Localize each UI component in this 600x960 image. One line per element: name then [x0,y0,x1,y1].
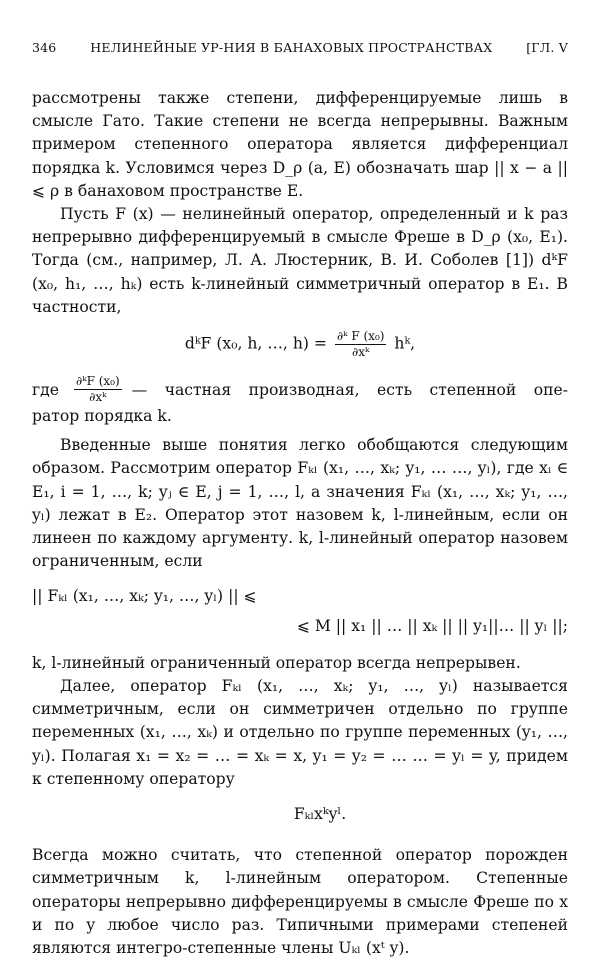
fraction-numerator: ∂ᵏ F (x₀) [336,329,385,344]
formula-fraction [335,329,386,360]
where-fraction [74,374,122,405]
formula-power-operator: Fₖₗxᵏyˡ. [293,805,347,824]
inequality-line-1: || Fₖₗ (x₁, …, xₖ; y₁, …, yₗ) || ⩽ [32,587,257,606]
where-word: где [32,380,59,399]
chapter-label: [ГЛ. V [526,40,568,55]
formula-right: hᵏ, [394,334,416,353]
fraction-denominator: ∂xᵏ [352,345,370,360]
where-denominator: ∂xᵏ [89,390,107,405]
paragraph-4: k, l-линейный ограниченный оператор всегда непрерывен. [32,653,521,672]
where-continuation: ратор порядка k. [32,407,172,426]
paragraph-3: Введенные выше понятия легко обобщаются следующим образом. Рассмотрим оператор Fₖₗ (x₁, …, xₖ; y₁, … …, yₗ), где xᵢ ∈ E₁, i = 1, …, k; yⱼ ∈ E, j = 1, …, l, а значения Fₖₗ (x₁, …, xₖ; y₁, …, yₗ) лежат в E₂. Оператор этот назовем k, l-линейным, если он линеен по каждому аргументу. k, l-линейный оператор назовем ограниченным, если [32,436,568,571]
running-title: НЕЛИНЕЙНЫЕ УР-НИЯ В БАНАХОВЫХ ПРОСТРАНСТВАХ [90,40,493,55]
where-line [32,374,568,405]
where-numerator: ∂ᵏF (x₀) [76,374,120,389]
paragraph-1: рассмотрены также степени, дифференцируемые лишь в смысле Гато. Такие степени не всегда непрерывны. Важным примером степенного оператора является дифференциал порядка k. Условимся через D_ρ (a, E) обозначать шар || x − a || ⩽ ρ в банаховом пространстве E. [32,89,568,200]
formula-left: dᵏF (x₀, h, …, h) = [184,334,327,353]
where-text: — частная производная, есть степенной опе- [131,380,568,399]
page [32,40,568,960]
formula-differential [32,329,568,360]
paragraph-6: Всегда можно считать, что степенной оператор порожден симметричным k, l-линейным оператором. Степенные операторы непрерывно дифференцируемы в смысле Фреше по x и по y любое число раз. Типичными примерами степеней являются интегро-степенные члены Uₖₗ (xᵗ y). [32,846,568,958]
running-header [32,40,568,55]
paragraph-2: Пусть F (x) — нелинейный оператор, определенный и k раз непрерывно дифференцируемый в смысле Фреше в D_ρ (x₀, E₁). Тогда (см., например, Л. А. Люстерник, В. И. Соболев [1]) dᵏF (x₀, h₁, …, hₖ) есть k-линейный симметричный оператор в E₁. В частности, [32,205,568,316]
inequality-line-2: ⩽ M || x₁ || … || xₖ || || y₁||… || yₗ ||; [296,616,568,635]
paragraph-5: Далее, оператор Fₖₗ (x₁, …, xₖ; y₁, …, yₗ) называется симметричным, если он симметричен отдельно по группе переменных (x₁, …, xₖ) и отдельно по группе переменных (y₁, …, yₗ). Полагая x₁ = x₂ = … = xₖ = x, y₁ = y₂ = … … = yₗ = y, придем к степенному оператору [32,677,568,788]
page-number: 346 [32,40,57,55]
